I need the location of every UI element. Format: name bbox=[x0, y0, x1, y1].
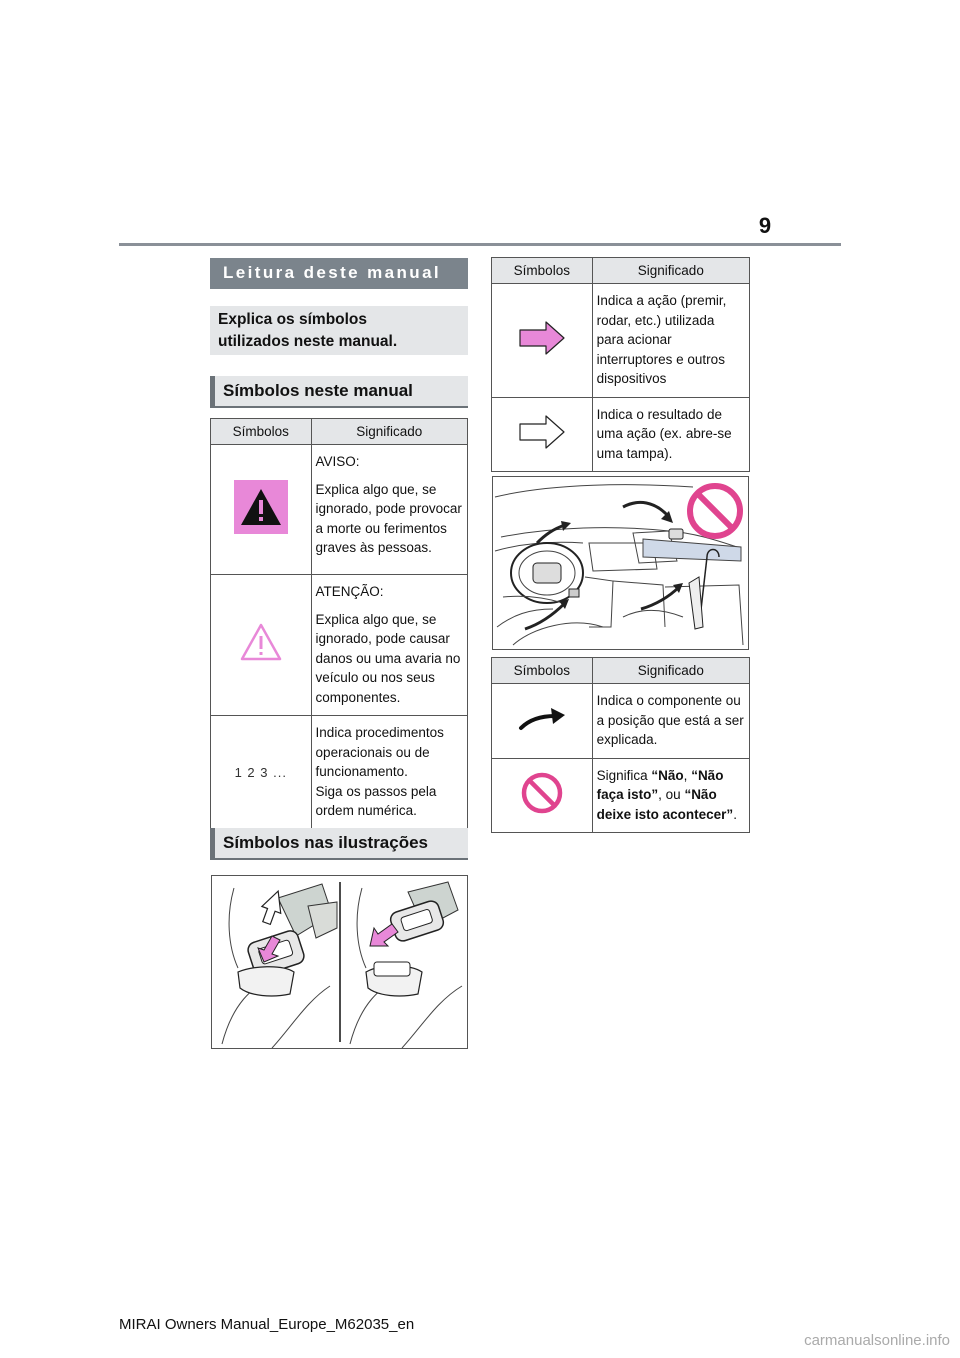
header-meaning: Significado bbox=[592, 658, 749, 684]
no-sep-1: , bbox=[683, 767, 692, 783]
result-meaning-cell bbox=[592, 397, 749, 472]
no-bold-1: “Não bbox=[651, 767, 684, 783]
steps-text-1: Indica procedimentos operacionais ou de funcionamento. bbox=[315, 725, 444, 779]
result-symbol-cell bbox=[492, 397, 593, 472]
intro-box bbox=[210, 306, 468, 355]
dashboard-illustration bbox=[492, 476, 749, 650]
curved-arrow-icon bbox=[517, 704, 567, 732]
header-symbols: Símbolos bbox=[492, 258, 593, 284]
intro-line-2: utilizados neste manual. bbox=[218, 333, 398, 350]
steps-meaning-cell bbox=[311, 716, 467, 830]
caution-symbol-cell bbox=[211, 575, 312, 716]
no-meaning-cell bbox=[592, 758, 749, 833]
header-symbols: Símbolos bbox=[492, 658, 593, 684]
component-meaning-cell bbox=[592, 684, 749, 759]
symbols-table-3 bbox=[491, 657, 750, 833]
caution-label: ATENÇÃO: bbox=[315, 584, 384, 599]
component-text: Indica o componente ou a posição que está a ser explicada. bbox=[596, 693, 744, 747]
component-symbol-cell bbox=[492, 684, 593, 759]
warning-label: AVISO: bbox=[315, 454, 360, 469]
header-meaning: Significado bbox=[592, 258, 749, 284]
no-symbol-cell bbox=[492, 758, 593, 833]
action-meaning-cell bbox=[592, 284, 749, 398]
action-symbol-cell bbox=[492, 284, 593, 398]
header-symbols: Símbolos bbox=[211, 419, 312, 445]
page-number: 9 bbox=[758, 213, 772, 238]
steps-text-2: Siga os passos pela ordem numérica. bbox=[315, 783, 437, 818]
caution-icon bbox=[239, 622, 283, 662]
watermark: carmanualsonline.info bbox=[804, 1332, 950, 1349]
header-meaning: Significado bbox=[311, 419, 467, 445]
no-bold-3: “Não deixe isto acontecer” bbox=[596, 787, 734, 822]
result-text: Indica o resultado de uma ação (ex. abre-se uma tampa). bbox=[596, 406, 732, 461]
no-suffix: . bbox=[733, 806, 737, 822]
section-illustrations-title: Símbolos nas ilustrações bbox=[210, 828, 468, 860]
result-arrow-icon bbox=[518, 414, 566, 450]
no-text bbox=[597, 766, 745, 825]
action-text: Indica a ação (premir, rodar, etc.) utilizada para acionar interruptores e outros dispositivos bbox=[596, 293, 727, 386]
steps-numbers-icon: 1 2 3 ... bbox=[234, 764, 287, 780]
symbols-table-1 bbox=[210, 418, 468, 830]
steps-symbol-cell bbox=[211, 716, 312, 830]
no-bold-2: “Não faça isto” bbox=[596, 767, 724, 802]
header-rule bbox=[119, 243, 841, 246]
intro-line-1: Explica os símbolos bbox=[218, 311, 368, 328]
seatbelt-illustration bbox=[211, 875, 468, 1049]
symbols-table-2 bbox=[491, 257, 750, 472]
caution-meaning-cell bbox=[311, 575, 467, 716]
no-prefix: Significa bbox=[596, 767, 652, 783]
warning-text: Explica algo que, se ignorado, pode provocar a morte ou ferimentos graves às pessoas. bbox=[315, 481, 462, 555]
action-arrow-icon bbox=[518, 320, 566, 356]
caution-text: Explica algo que, se ignorado, pode causar danos ou uma avaria no veículo ou nos seus componentes. bbox=[315, 611, 461, 705]
warning-symbol-cell bbox=[211, 445, 312, 575]
footer-text: MIRAI Owners Manual_Europe_M62035_en bbox=[119, 1316, 415, 1333]
warning-icon bbox=[234, 480, 288, 534]
main-heading: Leitura deste manual bbox=[210, 258, 468, 289]
section-symbols-title: Símbolos neste manual bbox=[210, 376, 468, 408]
prohibition-icon bbox=[520, 771, 564, 815]
no-sep-2: , ou bbox=[658, 787, 685, 802]
warning-meaning-cell bbox=[311, 445, 467, 575]
